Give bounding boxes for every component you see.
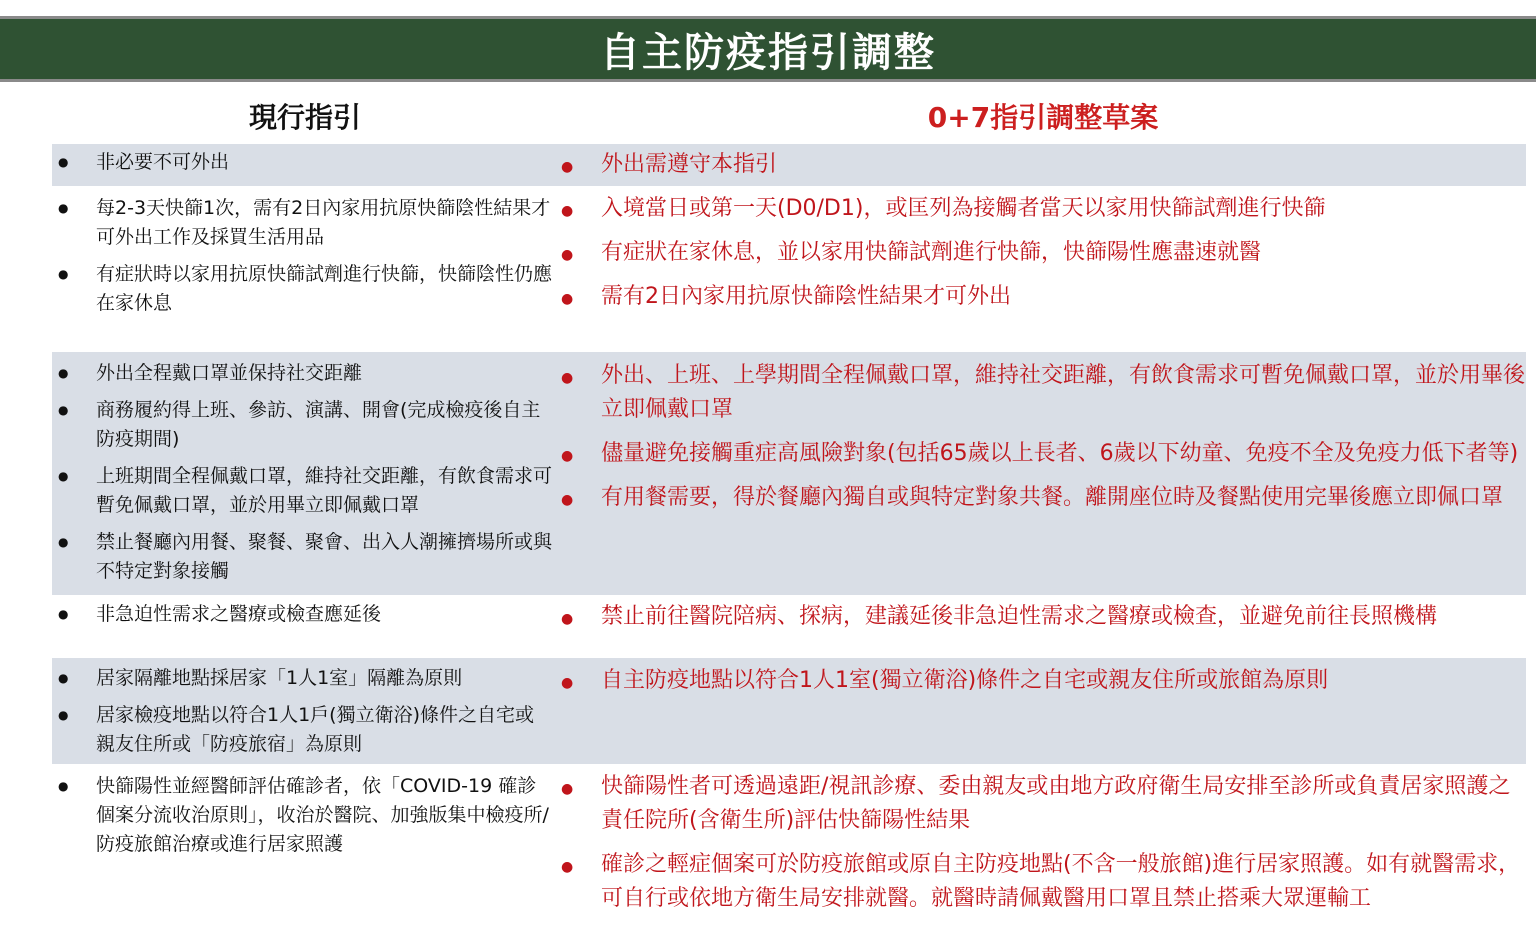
current-item: ● 商務履約得上班、參訪、演講、開會(完成檢疫後自主防疫期間) (52, 396, 552, 454)
guideline-row-positive-care (52, 764, 1526, 911)
current-item: ● 禁止餐廳內用餐、聚餐、聚會、出入人潮擁擠場所或與不特定對象接觸 (52, 528, 552, 586)
current-cell (52, 764, 552, 867)
current-item: ● 有症狀時以家用抗原快篩試劑進行快篩，快篩陰性仍應在家休息 (52, 260, 552, 318)
draft-item: ● 外出、上班、上學期間全程佩戴口罩，維持社交距離，有飲食需求可暫免佩戴口罩，並於用畢後立即佩戴口罩 (557, 359, 1526, 427)
current-cell (52, 658, 552, 767)
current-cell (52, 186, 552, 326)
draft-item: ● 快篩陽性者可透過遠距/視訊診療、委由親友或由地方政府衛生局安排至診所或負責居家照護之責任院所(含衛生所)評估快篩陽性結果 (557, 770, 1526, 838)
draft-item: ● 確診之輕症個案可於防疫旅館或原自主防疫地點(不含一般旅館)進行居家照護。如有就醫需求，可自行或依地方衛生局安排就醫。就醫時請佩戴醫用口罩且禁止搭乘大眾運輸工 (557, 848, 1526, 916)
draft-cell (557, 658, 1526, 708)
current-item: ● 每2-3天快篩1次，需有2日內家用抗原快篩陰性結果才可外出工作及採買生活用品 (52, 194, 552, 252)
draft-cell (557, 186, 1526, 324)
draft-item: ● 有用餐需要，得於餐廳內獨自或與特定對象共餐。離開座位時及餐點使用完畢後應立即佩口罩 (557, 481, 1526, 515)
current-item: ● 快篩陽性並經醫師評估確診者，依「COVID-19 確診個案分流收治原則」，收治於醫院、加強版集中檢疫所/防疫旅館治療或進行居家照護 (52, 772, 552, 859)
guideline-row-going-out (52, 144, 1526, 186)
current-item: ● 居家檢疫地點以符合1人1戶(獨立衛浴)條件之自宅或親友住所或「防疫旅宿」為原則 (52, 701, 552, 759)
current-item: ● 非急迫性需求之醫療或檢查應延後 (52, 600, 552, 629)
guideline-row-medical (52, 595, 1526, 658)
current-cell (52, 595, 552, 637)
page-title: 自主防疫指引調整 (600, 29, 936, 76)
title-banner (0, 16, 1536, 82)
draft-cell (557, 352, 1526, 525)
draft-item: ● 自主防疫地點以符合1人1室(獨立衛浴)條件之自宅或親友住所或旅館為原則 (557, 664, 1526, 698)
current-cell (52, 144, 552, 185)
top-margin (0, 0, 1536, 16)
draft-item: ● 儘量避免接觸重症高風險對象(包括65歲以上長者、6歲以下幼童、免疫不全及免疫力低下者等) (557, 437, 1526, 471)
current-item: ● 居家隔離地點採居家「1人1室」隔離為原則 (52, 664, 552, 693)
draft-cell (557, 144, 1526, 192)
guideline-row-location (52, 658, 1526, 764)
draft-cell (557, 595, 1526, 644)
current-item: ● 上班期間全程佩戴口罩，維持社交距離，有飲食需求可暫免佩戴口罩，並於用畢立即佩戴口罩 (52, 462, 552, 520)
draft-item: ● 需有2日內家用抗原快篩陰性結果才可外出 (557, 280, 1526, 314)
guideline-row-masks-dining (52, 352, 1526, 595)
draft-item: ● 禁止前往醫院陪病、探病，建議延後非急迫性需求之醫療或檢查，並避免前往長照機構 (557, 600, 1526, 634)
draft-item: ● 外出需遵守本指引 (557, 148, 1526, 182)
current-cell (52, 352, 552, 594)
draft-item: ● 有症狀在家休息，並以家用快篩試劑進行快篩，快篩陽性應盡速就醫 (557, 236, 1526, 270)
current-item: ● 外出全程戴口罩並保持社交距離 (52, 359, 552, 388)
draft-guideline-header: 0+7指引調整草案 (927, 101, 1159, 134)
current-item: ● 非必要不可外出 (52, 148, 552, 177)
current-guideline-header: 現行指引 (248, 101, 361, 134)
guideline-row-rapid-test (52, 186, 1526, 352)
draft-item: ● 入境當日或第一天(D0/D1)，或匡列為接觸者當天以家用快篩試劑進行快篩 (557, 192, 1526, 226)
